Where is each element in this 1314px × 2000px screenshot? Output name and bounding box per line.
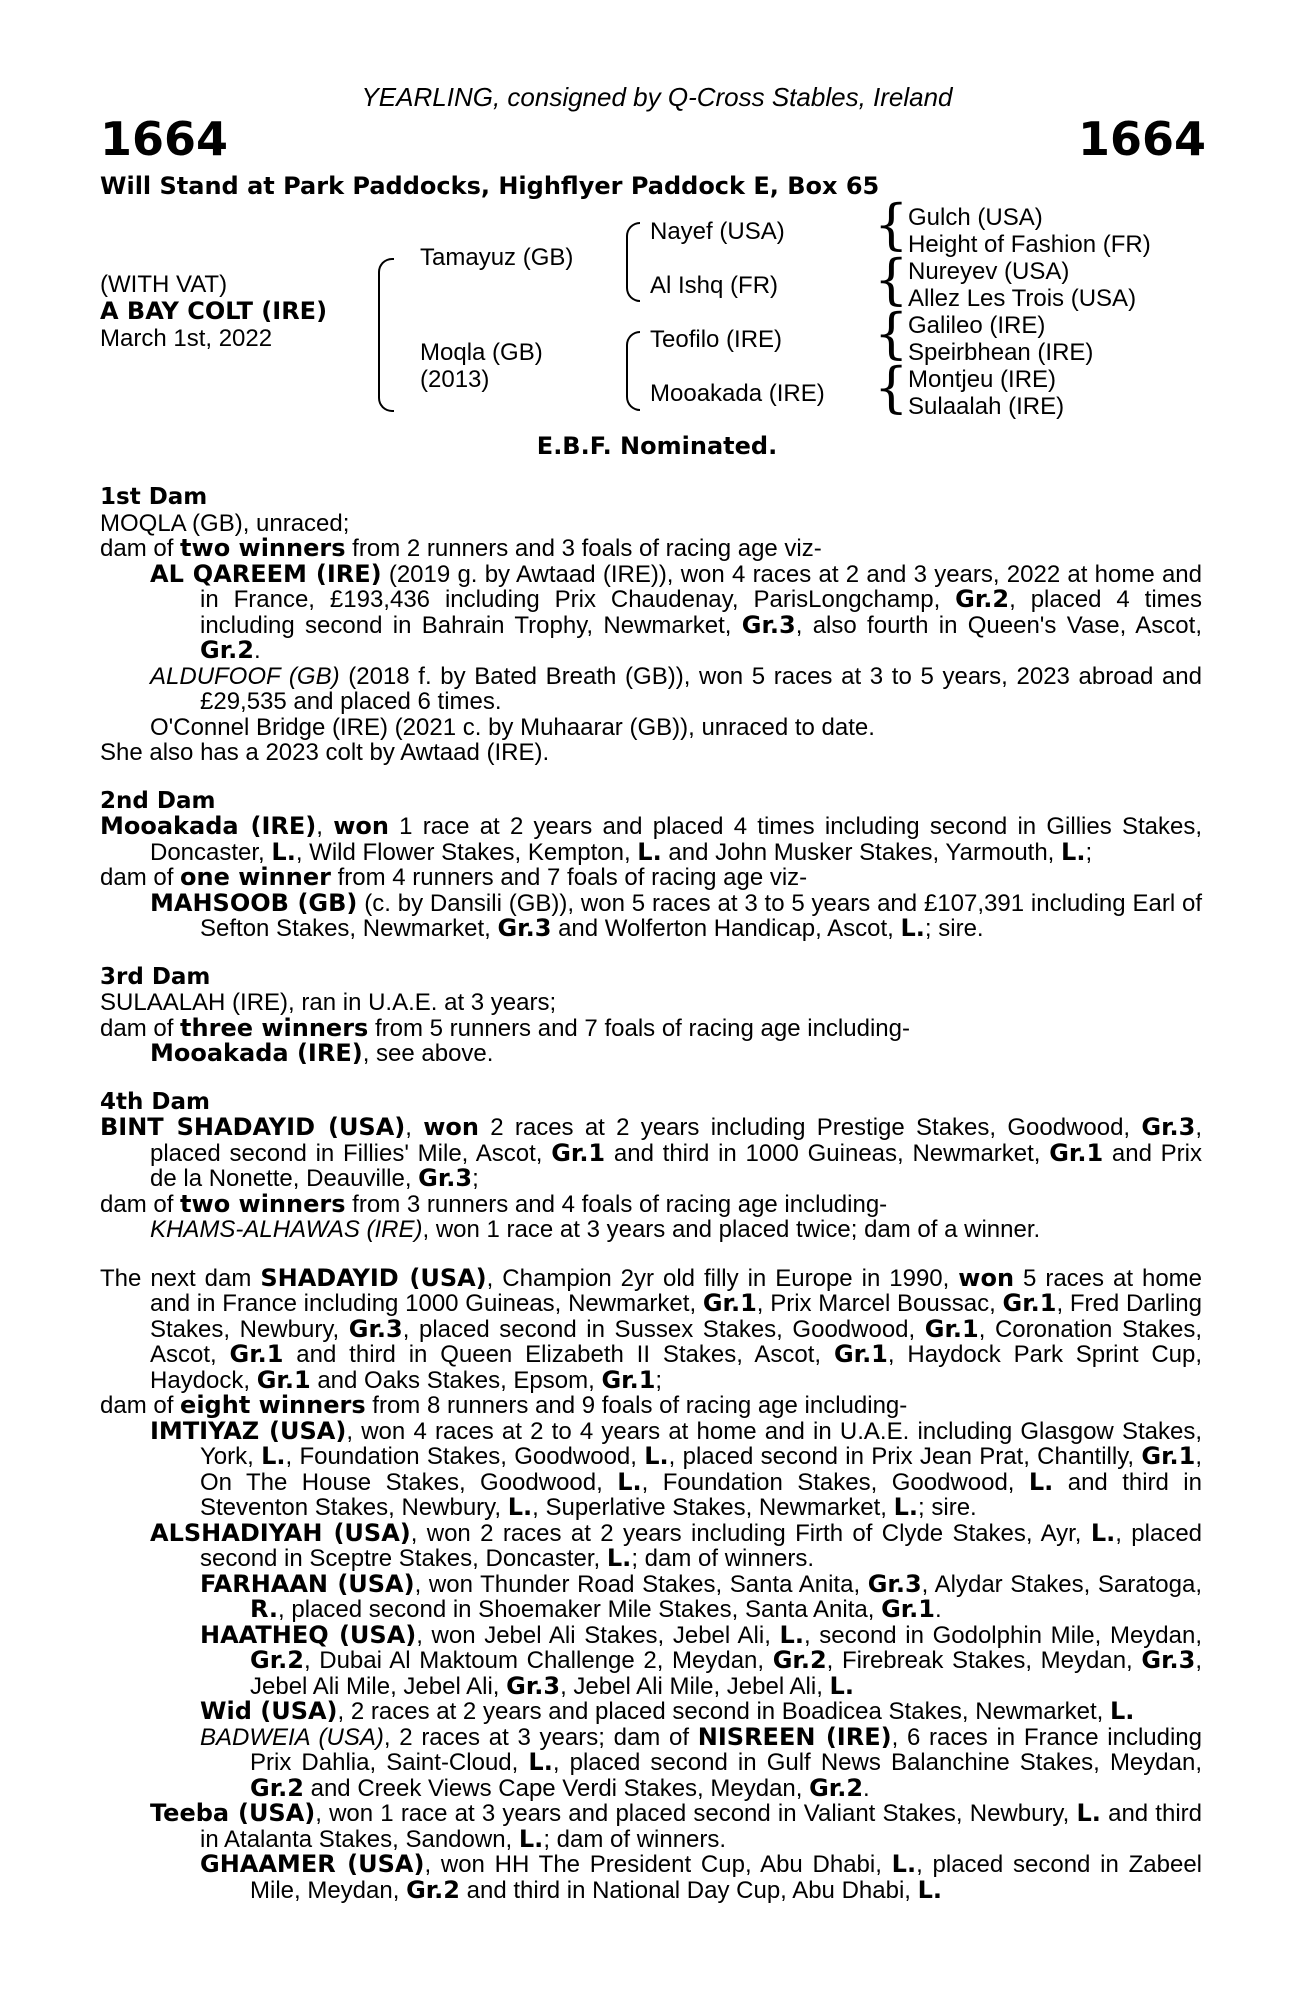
next-ghaamer: GHAAMER (USA), won HH The President Cup, Abu Dhabi, L., placed second in Zabeel Mile, Meydan, Gr.2 and third in National Day Cup, Abu Dhabi, L. [200, 1850, 1202, 1904]
pedigree-bracket-dam [626, 331, 640, 411]
pedigree-g3-5: Galileo (IRE) [908, 312, 1046, 339]
dam1-line2: dam of two winners from 2 runners and 3 foals of racing age viz- [100, 534, 822, 562]
next-badweia: BADWEIA (USA), 2 races at 3 years; dam of NISREEN (IRE), 6 races in France including Prix Dahlia, Saint-Cloud, L., placed second in Gulf News Balanchine Stakes, Meydan, Gr.2 and Creek Views Cape Verdi Stakes, Meydan, Gr.2. [200, 1722, 1203, 1802]
heading-1st-dam: 1st Dam [100, 484, 208, 510]
dam-details [100, 485, 1202, 1903]
dam4-line1: BINT SHADAYID (USA), won 2 races at 2 years including Prestige Stakes, Goodwood, Gr.3, placed second in Fillies' Mile, Ascot, Gr.1 and third in 1000 Guineas, Newmarket, Gr.1 and Prix de la Nonette, Deauville, Gr.3; [100, 1113, 1203, 1192]
dam1-produce-4: She also has a 2023 colt by Awtaad (IRE). [100, 739, 550, 766]
pedigree-dam: Moqla (GB) [420, 339, 543, 366]
dam4-line2: dam of two winners from 3 runners and 4 foals of racing age including- [100, 1189, 888, 1218]
pedigree-brace-4: { [874, 356, 909, 419]
lot-number-left: 1664 [100, 112, 229, 166]
pedigree-g3-3: Nureyev (USA) [908, 258, 1070, 285]
dam1-produce-2: ALDUFOOF (GB) (2018 f. by Bated Breath (GB)), won 5 races at 3 to 5 years, 2023 abroad and £29,535 and placed 6 times. [150, 662, 1202, 715]
next-imtiyaz: IMTIYAZ (USA), won 4 races at 2 to 4 years at home and in U.A.E. including Glasgow Stakes, York, L., Foundation Stakes, Goodwood, L., placed second in Prix Jean Prat, Chantilly, Gr.1, On The House Stakes, Goodwood, L., Foundation Stakes, Goodwood, L. and third in Steventon Stakes, Newbury, L., Superlative Stakes, Newmarket, L.; sire. [150, 1416, 1203, 1521]
dam1-produce-1: AL QAREEM (IRE) (2019 g. by Awtaad (IRE)), won 4 races at 2 and 3 years, 2022 at home and in France, £193,436 including Prix Chaudenay, ParisLongchamp, Gr.2, placed 4 times including second in Bahrain Trophy, Newmarket, Gr.3, also fourth in Queen's Vase, Ascot, Gr.2. [150, 559, 1202, 664]
pedigree-dam-dam: Mooakada (IRE) [650, 380, 825, 407]
dam3-produce-1: Mooakada (IRE), see above. [150, 1039, 494, 1067]
dam2-line2: dam of one winner from 4 runners and 7 foals of racing age viz- [100, 863, 808, 891]
lot-number-right: 1664 [1077, 112, 1206, 166]
dam2-line1: Mooakada (IRE), won 1 race at 2 years and placed 4 times including second in Gillies Stakes, Doncaster, L., Wild Flower Stakes, Kempton, L. and John Musker Stakes, Yarmouth, L.; [100, 812, 1203, 866]
horse-dob: March 1st, 2022 [100, 325, 273, 352]
pedigree-dam-year: (2013) [420, 366, 490, 393]
next-dam-line2: dam of eight winners from 8 runners and 9 foals of racing age including- [100, 1391, 908, 1419]
pedigree-brace-2: { [874, 248, 909, 311]
heading-2nd-dam: 2nd Dam [100, 787, 216, 814]
dam1-line1: MOQLA (GB), unraced; [100, 509, 350, 537]
dam1-produce-3: O'Connel Bridge (IRE) (2021 c. by Muhaarar (GB)), unraced to date. [150, 713, 875, 741]
pedigree-bracket-main [378, 258, 394, 412]
next-farhaan: FARHAAN (USA), won Thunder Road Stakes, Santa Anita, Gr.3, Alydar Stakes, Saratoga, R., placed second in Shoemaker Mile Stakes, Santa Anita, Gr.1. [200, 1569, 1202, 1623]
next-teeba: Teeba (USA), won 1 race at 3 years and placed second in Valiant Stakes, Newbury, L. and third in Atalanta Stakes, Sandown, L.; dam of winners. [150, 1799, 1202, 1853]
vat-note: (WITH VAT) [100, 271, 228, 298]
next-alshadiyah: ALSHADIYAH (USA), won 2 races at 2 years including Firth of Clyde Stakes, Ayr, L., placed second in Sceptre Stakes, Doncaster, L.; dam of winners. [150, 1518, 1203, 1572]
dam3-line1: SULAALAH (IRE), ran in U.A.E. at 3 years; [100, 989, 557, 1016]
horse-name: A BAY COLT (IRE) [100, 297, 328, 325]
heading-3rd-dam: 3rd Dam [100, 963, 211, 990]
pedigree-sire: Tamayuz (GB) [420, 244, 574, 271]
dam2-produce-1: MAHSOOB (GB) (c. by Dansili (GB)), won 5 races at 3 to 5 years and £107,391 including Earl of Sefton Stakes, Newmarket, Gr.3 and Wolferton Handicap, Ascot, L.; sire. [150, 888, 1202, 942]
dam3-line2: dam of three winners from 5 runners and 7 foals of racing age including- [100, 1013, 910, 1042]
ebf-nominated: E.B.F. Nominated. [536, 432, 778, 460]
next-haatheq: HAATHEQ (USA), won Jebel Ali Stakes, Jebel Ali, L., second in Godolphin Mile, Meydan, Gr.2, Dubai Al Maktoum Challenge 2, Meydan, Gr.2, Firebreak Stakes, Meydan, Gr.3, Jebel Ali Mile, Jebel Ali, Gr.3, Jebel Ali Mile, Jebel Ali, L. [200, 1620, 1203, 1700]
heading-4th-dam: 4th Dam [100, 1088, 210, 1115]
pedigree-g3-7: Montjeu (IRE) [908, 366, 1057, 393]
pedigree-dam-sire: Teofilo (IRE) [650, 326, 783, 353]
consignor-subtitle: YEARLING, consigned by Q-Cross Stables, Ireland [361, 82, 953, 112]
pedigree-g3-2: Height of Fashion (FR) [908, 231, 1151, 258]
pedigree-g3-1: Gulch (USA) [908, 204, 1043, 231]
next-wid: Wid (USA), 2 races at 2 years and placed second in Boadicea Stakes, Newmarket, L. [200, 1697, 1135, 1725]
stand-location: Will Stand at Park Paddocks, Highflyer Paddock E, Box 65 [100, 172, 880, 200]
pedigree-g3-4: Allez Les Trois (USA) [908, 285, 1137, 312]
next-dam-line1: The next dam SHADAYID (USA), Champion 2yr old filly in Europe in 1990, won 5 races at home and in France including 1000 Guineas, Newmarket, Gr.1, Prix Marcel Boussac, Gr.1, Fred Darling Stakes, Newbury, Gr.3, placed second in Sussex Stakes, Goodwood, Gr.1, Coronation Stakes, Ascot, Gr.1 and third in Queen Elizabeth II Stakes, Ascot, Gr.1, Haydock Park Sprint Cup, Haydock, Gr.1 and Oaks Stakes, Epsom, Gr.1; [100, 1263, 1203, 1394]
pedigree-brace-3: { [874, 302, 909, 365]
pedigree-sire-sire: Nayef (USA) [650, 218, 785, 245]
pedigree-bracket-sire [626, 222, 640, 302]
dam4-produce-1: KHAMS-ALHAWAS (IRE), won 1 race at 3 years and placed twice; dam of a winner. [150, 1216, 1041, 1243]
pedigree-g3-6: Speirbhean (IRE) [908, 339, 1094, 366]
pedigree-sire-dam: Al Ishq (FR) [650, 272, 779, 299]
pedigree-brace-1: { [874, 193, 909, 256]
pedigree-g3-8: Sulaalah (IRE) [908, 393, 1065, 420]
